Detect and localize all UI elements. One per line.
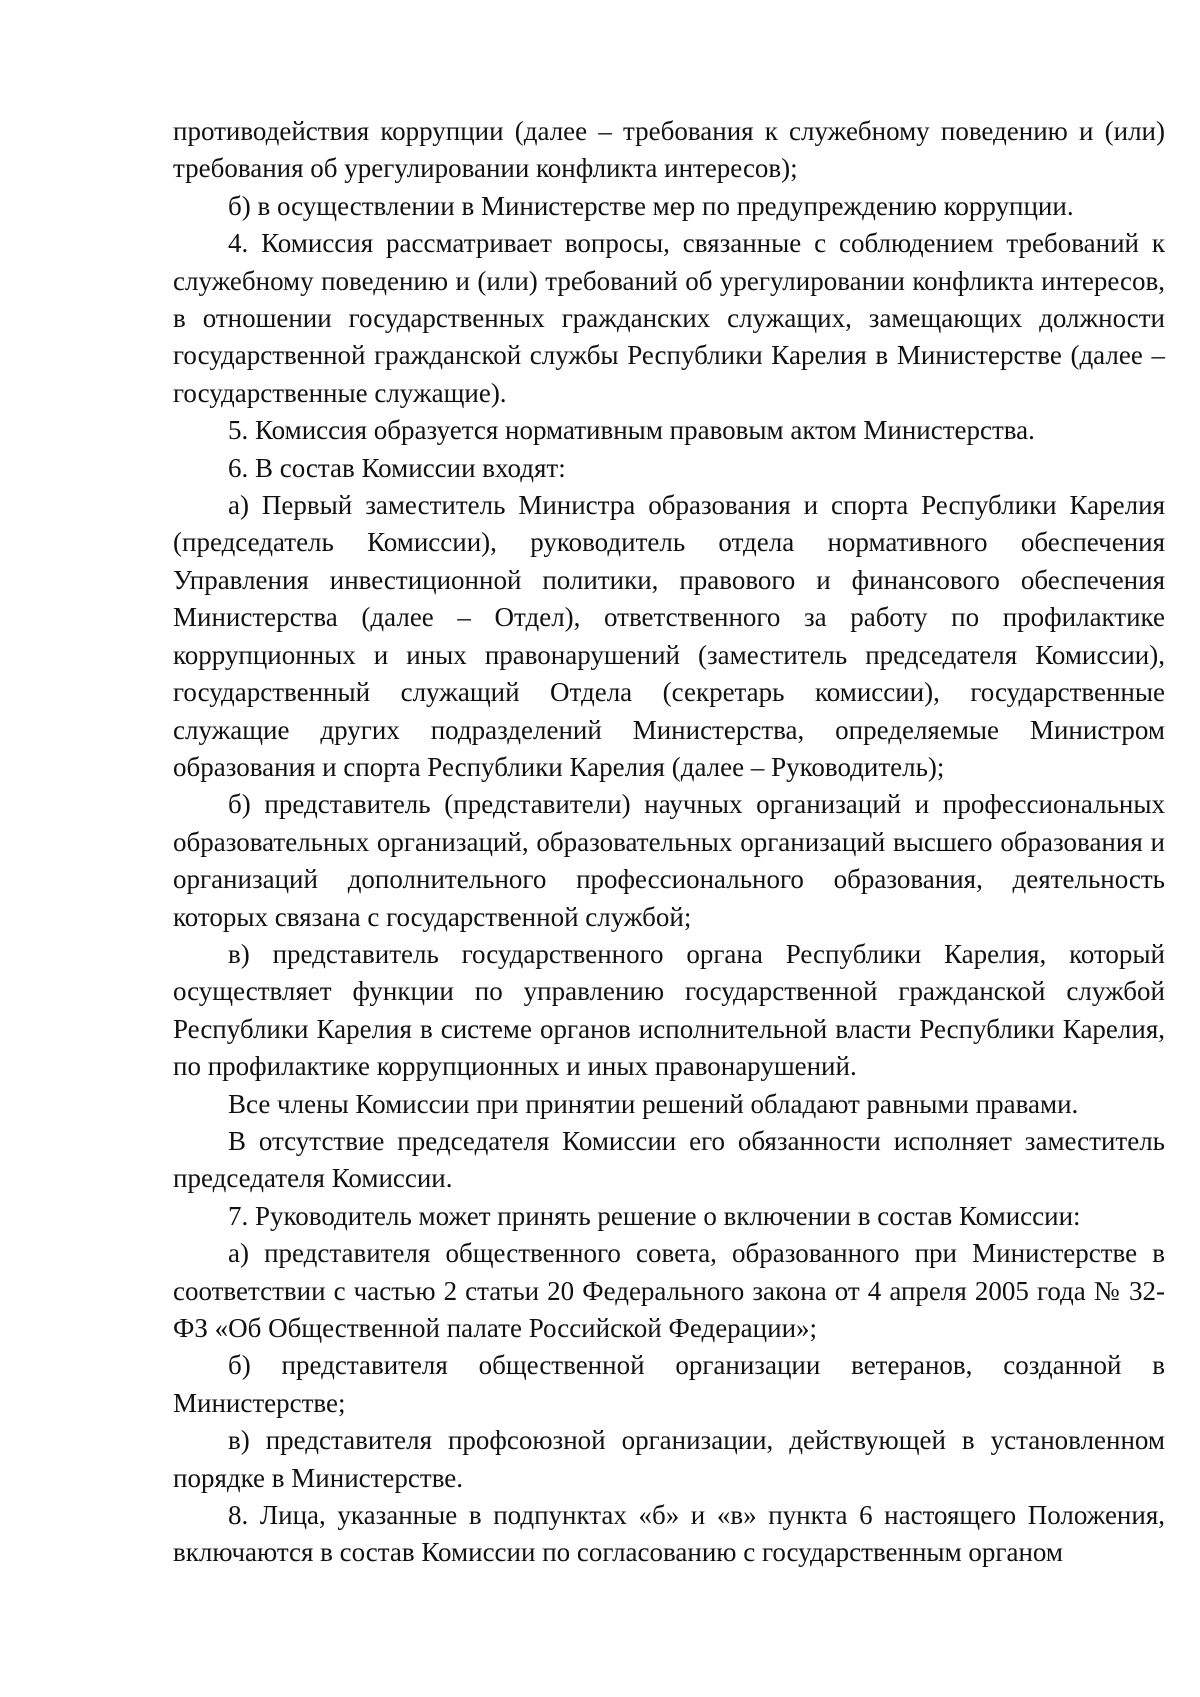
paragraph-6: 6. В состав Комиссии входят: <box>228 452 566 483</box>
paragraph-7: 7. Руководитель может принять решение о включении в состав Комиссии: <box>228 1200 1081 1231</box>
paragraph-3b: б) в осуществлении в Министерстве мер по предупреждению коррупции. <box>228 190 1074 221</box>
paragraph-continuation: противодействия коррупции (далее – требования к служебному поведению и (или) требования об урегулировании конфликта интересов); <box>173 116 1165 184</box>
paragraph-7a: а) представителя общественного совета, образованного при Министерстве в соответствии с частью 2 статьи 20 Федерального закона от 4 апреля 2005 года № 32-ФЗ «Об Общественной палате Российской Федерации»; <box>173 1238 1165 1343</box>
paragraph-7b: б) представителя общественной организации ветеранов, созданной в Министерстве; <box>173 1350 1165 1418</box>
document-page <box>173 113 1165 1572</box>
paragraph-absence: В отсутствие председателя Комиссии его обязанности исполняет заместитель председателя Комиссии. <box>173 1125 1165 1194</box>
paragraph-6b: б) представитель (представители) научных организаций и профессиональных образовательных организаций, образовательных организаций высшего образования и организаций дополнительного профессионального образования, деятельность которых связана с государственной службой; <box>173 789 1165 932</box>
paragraph-8: 8. Лица, указанные в подпунктах «б» и «в» пункта 6 настоящего Положения, включаются в состав Комиссии по согласованию с государственным органом <box>173 1500 1165 1568</box>
paragraph-6a: а) Первый заместитель Министра образования и спорта Республики Карелия (председатель Комиссии), руководитель отдела нормативного обеспечения Управления инвестиционной политики, правового и финансового обеспечения Министерства (далее – Отдел), ответственного за работу по профилактике коррупционных и иных правонарушений (заместитель председателя Комиссии), государственный служащий Отдела (секретарь комиссии), государственные служащие других подразделений Министерства, определяемые Министром образования и спорта Республики Карелия (далее – Руководитель); <box>173 490 1165 782</box>
paragraph-7v: в) представителя профсоюзной организации, действующей в установленном порядке в Министерстве. <box>173 1425 1165 1493</box>
paragraph-equal-rights: Все члены Комиссии при принятии решений обладают равными правами. <box>228 1088 1079 1119</box>
paragraph-5: 5. Комиссия образуется нормативным правовым актом Министерства. <box>228 415 1035 446</box>
paragraph-4: 4. Комиссия рассматривает вопросы, связанные с соблюдением требований к служебному поведению и (или) требований об урегулировании конфликта интересов, в отношении государственных гражданских служащих, замещающих должности государственной гражданской службы Республики Карелия в Министерстве (далее – государственные служащие). <box>173 228 1165 408</box>
paragraph-6v: в) представитель государственного органа Республики Карелия, который осуществляет функции по управлению государственной гражданской службой Республики Карелия в системе органов исполнительной власти Республики Карелия, по профилактике коррупционных и иных правонарушений. <box>173 938 1165 1082</box>
